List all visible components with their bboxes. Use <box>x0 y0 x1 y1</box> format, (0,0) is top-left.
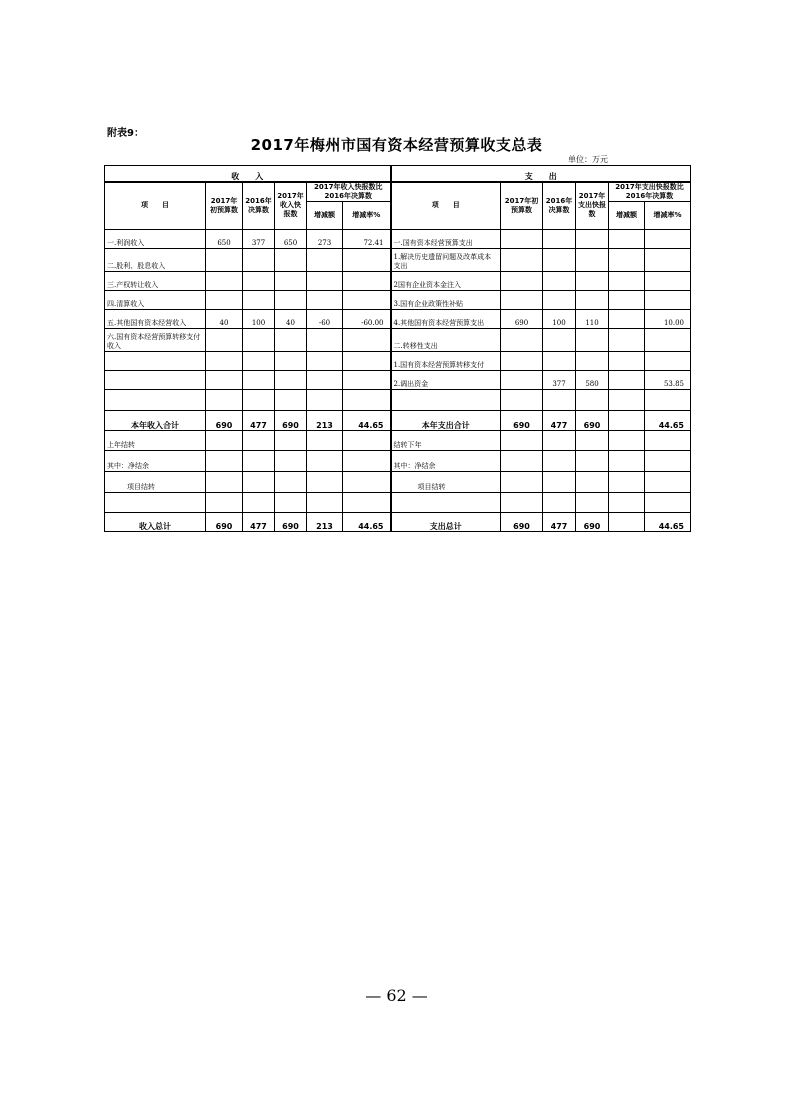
income-rate-cell <box>343 290 391 309</box>
income-final2016-cell <box>243 389 275 410</box>
empty-cell <box>576 450 609 471</box>
expense-item-cell: 3.国有企业政策性补贴 <box>391 290 501 309</box>
expense-rate-cell <box>645 229 691 248</box>
expense-diff-cell <box>609 229 645 248</box>
right-quick2017-header: 2017年支出快报数 <box>576 182 609 230</box>
table-row <box>105 271 691 290</box>
expense-final2016-cell <box>543 290 576 309</box>
income-item-total: 收入总计 <box>105 512 206 531</box>
expense-item-cell: 2国有企业资本金注入 <box>391 271 501 290</box>
empty-cell <box>501 450 543 471</box>
income-final2016-cell <box>243 248 275 271</box>
income-final2016-cell <box>243 290 275 309</box>
income-final2016-cell <box>243 271 275 290</box>
expense-rate-cell: 53.85 <box>645 370 691 389</box>
income-rate-cell <box>343 248 391 271</box>
empty-cell <box>243 492 275 512</box>
empty-cell <box>307 492 343 512</box>
income-carry-label: 其中：净结余 <box>105 450 206 471</box>
income-rate-cell <box>343 328 391 351</box>
left-budget2017-header: 2017年初预算数 <box>206 182 243 230</box>
empty-cell <box>343 430 391 450</box>
expense-rate-cell <box>645 248 691 271</box>
income-budget2017-cell <box>206 271 243 290</box>
empty-cell <box>645 492 691 512</box>
empty-cell <box>543 492 576 512</box>
empty-cell <box>343 450 391 471</box>
empty-cell <box>609 492 645 512</box>
expense-final2016-total: 477 <box>543 410 576 430</box>
income-carry-label <box>105 492 206 512</box>
expense-diff-cell <box>609 370 645 389</box>
income-quick2017-cell <box>275 370 307 389</box>
expense-final2016-cell <box>543 248 576 271</box>
empty-cell <box>206 471 243 492</box>
expense-item-total: 本年支出合计 <box>391 410 501 430</box>
expense-budget2017-cell <box>501 290 543 309</box>
unit-label: 单位：万元 <box>568 155 608 164</box>
left-diff-header: 增减额 <box>307 201 343 229</box>
income-diff-cell <box>307 290 343 309</box>
expense-quick2017-cell <box>576 290 609 309</box>
budget-table <box>104 165 691 532</box>
income-budget2017-cell: 40 <box>206 309 243 328</box>
expense-quick2017-cell <box>576 389 609 410</box>
empty-cell <box>501 492 543 512</box>
empty-cell <box>543 471 576 492</box>
table-row <box>105 290 691 309</box>
income-rate-cell <box>343 351 391 370</box>
income-item-cell: 三.产权转让收入 <box>105 271 206 290</box>
expense-diff-cell <box>609 328 645 351</box>
income-diff-cell: 273 <box>307 229 343 248</box>
income-item-cell: 五.其他国有资本经营收入 <box>105 309 206 328</box>
carry-row <box>105 471 691 492</box>
expense-diff-total <box>609 410 645 430</box>
income-rate-cell: 72.41 <box>343 229 391 248</box>
empty-cell <box>243 471 275 492</box>
left-item-header: 项 目 <box>105 182 206 230</box>
expense-quick2017-cell: 580 <box>576 370 609 389</box>
expense-quick2017-cell <box>576 271 609 290</box>
income-diff-cell <box>307 351 343 370</box>
income-item-cell <box>105 389 206 410</box>
expense-rate-cell <box>645 328 691 351</box>
income-diff-cell <box>307 389 343 410</box>
expense-item-cell: 二.转移性支出 <box>391 328 501 351</box>
empty-cell <box>501 430 543 450</box>
income-final2016-cell <box>243 351 275 370</box>
expense-item-cell: 1.解决历史遗留问题及改革成本支出 <box>391 248 501 271</box>
carry-row <box>105 450 691 471</box>
income-quick2017-total: 690 <box>275 512 307 531</box>
empty-cell <box>576 430 609 450</box>
empty-cell <box>206 430 243 450</box>
empty-cell <box>206 492 243 512</box>
right-compare-header: 2017年支出快报数比2016年决算数 <box>609 182 691 202</box>
income-budget2017-total: 690 <box>206 410 243 430</box>
expense-quick2017-cell <box>576 328 609 351</box>
expense-item-total: 支出总计 <box>391 512 501 531</box>
expense-quick2017-cell <box>576 229 609 248</box>
income-final2016-total: 477 <box>243 410 275 430</box>
expense-item-cell: 4.其他国有资本经营预算支出 <box>391 309 501 328</box>
expense-carry-label: 结转下年 <box>391 430 501 450</box>
income-diff-cell <box>307 271 343 290</box>
right-diff-header: 增减额 <box>609 201 645 229</box>
table-row <box>105 309 691 328</box>
income-diff-cell <box>307 370 343 389</box>
expense-final2016-cell <box>543 328 576 351</box>
income-final2016-cell <box>243 370 275 389</box>
expense-budget2017-cell <box>501 370 543 389</box>
expense-diff-cell <box>609 351 645 370</box>
empty-cell <box>275 492 307 512</box>
income-diff-total: 213 <box>307 512 343 531</box>
table-row <box>105 328 691 351</box>
empty-cell <box>609 430 645 450</box>
income-rate-total: 44.65 <box>343 512 391 531</box>
expense-header: 支 出 <box>391 166 691 182</box>
income-budget2017-cell <box>206 248 243 271</box>
expense-rate-cell: 10.00 <box>645 309 691 328</box>
empty-cell <box>576 471 609 492</box>
expense-final2016-cell: 377 <box>543 370 576 389</box>
right-rate-header: 增减率% <box>645 201 691 229</box>
income-rate-cell: -60.00 <box>343 309 391 328</box>
expense-rate-total: 44.65 <box>645 410 691 430</box>
income-item-cell: 四.清算收入 <box>105 290 206 309</box>
income-final2016-cell: 377 <box>243 229 275 248</box>
expense-item-cell: 2.调出资金 <box>391 370 501 389</box>
carry-row <box>105 492 691 512</box>
grand-total-row <box>105 512 691 531</box>
empty-cell <box>307 450 343 471</box>
income-carry-label: 项目结转 <box>105 471 206 492</box>
expense-rate-cell <box>645 290 691 309</box>
expense-quick2017-cell <box>576 248 609 271</box>
income-diff-cell <box>307 328 343 351</box>
expense-carry-label: 其中：净结余 <box>391 450 501 471</box>
expense-budget2017-cell <box>501 229 543 248</box>
empty-cell <box>543 430 576 450</box>
year-total-row <box>105 410 691 430</box>
income-diff-cell: -60 <box>307 309 343 328</box>
expense-rate-cell <box>645 389 691 410</box>
income-rate-cell <box>343 389 391 410</box>
expense-item-cell: 一.国有资本经营预算支出 <box>391 229 501 248</box>
expense-budget2017-cell <box>501 389 543 410</box>
expense-item-cell <box>391 389 501 410</box>
income-quick2017-cell <box>275 248 307 271</box>
income-budget2017-cell <box>206 290 243 309</box>
income-final2016-total: 477 <box>243 512 275 531</box>
empty-cell <box>501 471 543 492</box>
expense-budget2017-cell <box>501 328 543 351</box>
income-budget2017-total: 690 <box>206 512 243 531</box>
empty-cell <box>543 450 576 471</box>
expense-budget2017-total: 690 <box>501 410 543 430</box>
table-row <box>105 351 691 370</box>
expense-final2016-cell <box>543 351 576 370</box>
empty-cell <box>243 450 275 471</box>
expense-final2016-cell <box>543 271 576 290</box>
expense-final2016-cell <box>543 229 576 248</box>
expense-rate-cell <box>645 351 691 370</box>
expense-diff-cell <box>609 389 645 410</box>
income-diff-cell <box>307 248 343 271</box>
expense-final2016-cell: 100 <box>543 309 576 328</box>
table-row <box>105 248 691 271</box>
empty-cell <box>307 430 343 450</box>
income-carry-label: 上年结转 <box>105 430 206 450</box>
expense-diff-total <box>609 512 645 531</box>
expense-final2016-cell <box>543 389 576 410</box>
income-header: 收 入 <box>105 166 391 182</box>
income-quick2017-cell <box>275 389 307 410</box>
empty-cell <box>206 450 243 471</box>
empty-cell <box>275 471 307 492</box>
empty-cell <box>343 471 391 492</box>
income-final2016-cell: 100 <box>243 309 275 328</box>
income-quick2017-cell <box>275 290 307 309</box>
empty-cell <box>307 471 343 492</box>
income-quick2017-cell <box>275 271 307 290</box>
empty-cell <box>645 471 691 492</box>
empty-cell <box>343 492 391 512</box>
income-quick2017-cell: 40 <box>275 309 307 328</box>
income-item-cell <box>105 370 206 389</box>
empty-cell <box>576 492 609 512</box>
expense-budget2017-cell <box>501 351 543 370</box>
empty-cell <box>275 450 307 471</box>
table-row <box>105 389 691 410</box>
income-budget2017-cell <box>206 328 243 351</box>
table-row <box>105 370 691 389</box>
expense-budget2017-cell <box>501 248 543 271</box>
expense-quick2017-cell <box>576 351 609 370</box>
income-item-cell <box>105 351 206 370</box>
expense-quick2017-cell: 110 <box>576 309 609 328</box>
income-item-cell: 六.国有资本经营预算转移支付收入 <box>105 328 206 351</box>
expense-budget2017-total: 690 <box>501 512 543 531</box>
empty-cell <box>645 450 691 471</box>
income-budget2017-cell: 650 <box>206 229 243 248</box>
left-compare-header: 2017年收入快报数比2016年决算数 <box>307 182 391 202</box>
income-budget2017-cell <box>206 351 243 370</box>
income-quick2017-cell <box>275 351 307 370</box>
expense-budget2017-cell: 690 <box>501 309 543 328</box>
right-item-header: 项 目 <box>391 182 501 230</box>
income-item-cell: 二.股利、股息收入 <box>105 248 206 271</box>
expense-carry-label: 项目结转 <box>391 471 501 492</box>
expense-diff-cell <box>609 271 645 290</box>
expense-diff-cell <box>609 248 645 271</box>
empty-cell <box>275 430 307 450</box>
income-budget2017-cell <box>206 389 243 410</box>
table-row <box>105 229 691 248</box>
page-number: — 62 — <box>365 986 428 1005</box>
appendix-label: 附表9： <box>107 128 144 139</box>
expense-carry-label <box>391 492 501 512</box>
income-item-total: 本年收入合计 <box>105 410 206 430</box>
expense-rate-cell <box>645 271 691 290</box>
expense-diff-cell <box>609 290 645 309</box>
empty-cell <box>609 471 645 492</box>
right-final2016-header: 2016年决算数 <box>543 182 576 230</box>
expense-budget2017-cell <box>501 271 543 290</box>
income-budget2017-cell <box>206 370 243 389</box>
income-diff-total: 213 <box>307 410 343 430</box>
left-final2016-header: 2016年决算数 <box>243 182 275 230</box>
expense-quick2017-total: 690 <box>576 512 609 531</box>
expense-item-cell: 1.国有资本经营预算转移支付 <box>391 351 501 370</box>
left-quick2017-header: 2017年收入快报数 <box>275 182 307 230</box>
income-item-cell: 一.利润收入 <box>105 229 206 248</box>
expense-diff-cell <box>609 309 645 328</box>
expense-final2016-total: 477 <box>543 512 576 531</box>
income-final2016-cell <box>243 328 275 351</box>
page-title: 2017年梅州市国有资本经营预算收支总表 <box>250 136 543 154</box>
income-rate-total: 44.65 <box>343 410 391 430</box>
empty-cell <box>645 430 691 450</box>
carry-row <box>105 430 691 450</box>
expense-rate-total: 44.65 <box>645 512 691 531</box>
left-rate-header: 增减率% <box>343 201 391 229</box>
income-rate-cell <box>343 370 391 389</box>
income-rate-cell <box>343 271 391 290</box>
income-quick2017-cell <box>275 328 307 351</box>
income-quick2017-cell: 650 <box>275 229 307 248</box>
right-budget2017-header: 2017年初预算数 <box>501 182 543 230</box>
expense-quick2017-total: 690 <box>576 410 609 430</box>
empty-cell <box>243 430 275 450</box>
empty-cell <box>609 450 645 471</box>
income-quick2017-total: 690 <box>275 410 307 430</box>
